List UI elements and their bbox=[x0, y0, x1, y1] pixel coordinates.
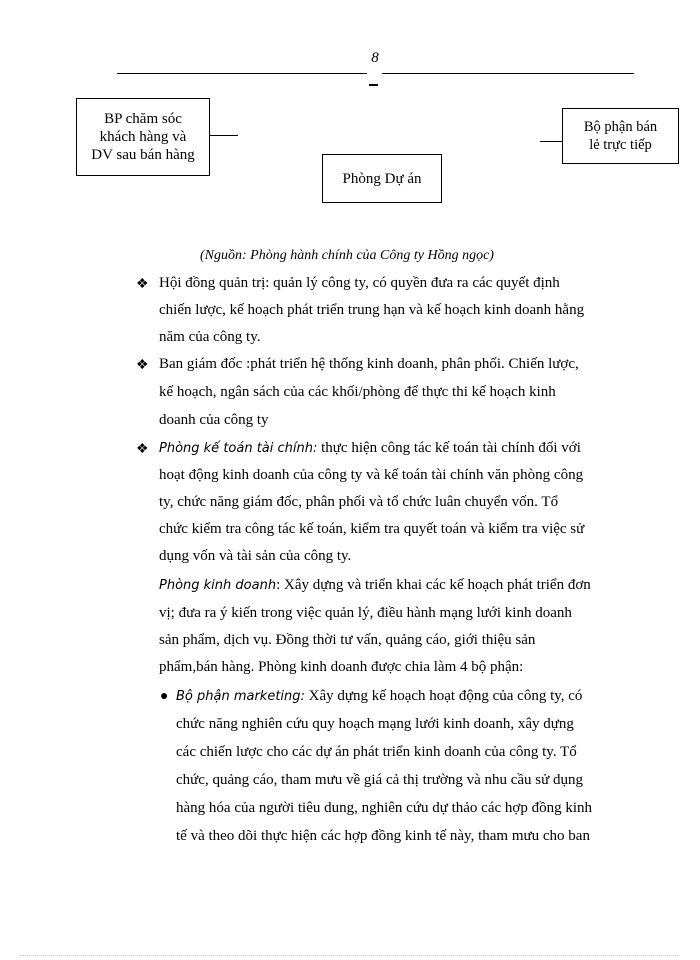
text: quản lý công ty, có quyền đưa ra các quyết định bbox=[269, 275, 560, 291]
paragraph-line: ty, chức năng giám đốc, phân phối và tổ chức luân chuyển vốn. Tổ bbox=[159, 494, 559, 510]
paragraph-line: dụng vốn và tài sản của công ty. bbox=[159, 548, 352, 564]
text: Xây dựng kế hoạch hoạt động của công ty, có bbox=[304, 688, 583, 704]
diamond-bullet-icon: ❖ bbox=[136, 358, 149, 373]
page-bottom-edge bbox=[20, 955, 680, 956]
paragraph-line: chiến lược, kế hoạch phát triển trung hạn và kế hoạch kinh doanh hằng bbox=[159, 302, 585, 318]
paragraph-line: các chiến lược cho các dự án phát triển kinh doanh của công ty. Tổ bbox=[176, 744, 577, 760]
source-caption: (Nguồn: Phòng hành chính của Công ty Hồng ngọc) bbox=[200, 248, 494, 263]
term: Phòng kế toán tài chính: bbox=[159, 441, 318, 456]
project-box bbox=[322, 154, 442, 203]
retail-line: Bộ phận bán bbox=[583, 119, 658, 135]
paragraph-line: chức, quảng cáo, tham mưu về giá cả thị trường và nhu cầu sử dụng bbox=[176, 772, 584, 788]
text: thực hiện công tác kế toán tài chính đối với bbox=[317, 440, 581, 456]
term: Bộ phận marketing: bbox=[176, 689, 305, 704]
page-number-underline bbox=[369, 84, 378, 86]
paragraph-line: sản phẩm, dịch vụ. Đồng thời tư vấn, quảng cáo, giới thiệu sản bbox=[159, 632, 536, 648]
paragraph-line: hoạt động kinh doanh của công ty và kế toán tài chính văn phòng công bbox=[159, 467, 584, 483]
diamond-bullet-icon: ❖ bbox=[136, 277, 149, 292]
paragraph-line: Ban giám đốc :phát triển hệ thống kinh doanh, phân phối. Chiến lược, bbox=[159, 356, 579, 372]
retail-line: lẻ trực tiếp bbox=[589, 137, 652, 153]
paragraph-line: hàng hóa của người tiêu dung, nghiên cứu dự thảo các hợp đồng kinh bbox=[176, 800, 592, 816]
paragraph-line: chức năng nghiên cứu quy hoạch mạng lưới kinh doanh, xây dựng bbox=[176, 716, 574, 732]
paragraph-line bbox=[176, 688, 582, 705]
paragraph-line: năm của công ty. bbox=[159, 329, 261, 345]
project-label: Phòng Dự án bbox=[342, 170, 422, 187]
paragraph-line bbox=[159, 440, 581, 457]
customer-care-line: DV sau bán hàng bbox=[91, 147, 195, 163]
paragraph-line: vị; đưa ra ý kiến trong việc quản lý, điều hành mạng lưới kinh doanh bbox=[159, 605, 572, 621]
page-number: 8 bbox=[371, 50, 379, 66]
customer-care-box bbox=[76, 98, 210, 176]
paragraph-line: tế và theo dõi thực hiện các hợp đồng kinh tế này, tham mưu cho ban bbox=[176, 828, 590, 844]
header-rule-right bbox=[382, 73, 634, 74]
connector-line bbox=[540, 141, 562, 142]
paragraph-line bbox=[159, 275, 560, 292]
term: Phòng kinh doanh bbox=[159, 578, 277, 593]
customer-care-line: BP chăm sóc bbox=[104, 111, 182, 127]
paragraph-line: kế hoạch, ngân sách của các khối/phòng để thực thi kế hoạch kinh bbox=[159, 384, 556, 400]
diamond-bullet-icon: ❖ bbox=[136, 442, 149, 457]
paragraph-line bbox=[159, 577, 591, 594]
connector-line bbox=[210, 135, 238, 136]
paragraph-line: phẩm,bán hàng. Phòng kinh doanh được chia làm 4 bộ phận: bbox=[159, 659, 524, 675]
paragraph-line: doanh của công ty bbox=[159, 412, 269, 428]
header-rule-left bbox=[117, 73, 367, 74]
round-bullet-icon: ● bbox=[160, 689, 169, 704]
text: : Xây dựng và triển khai các kế hoạch phát triển đơn bbox=[276, 577, 591, 593]
retail-box bbox=[562, 108, 679, 164]
paragraph-line: chức kiểm tra công tác kế toán, kiểm tra quyết toán và kiểm tra việc sử bbox=[159, 521, 585, 537]
term: Hội đồng quản trị: bbox=[159, 275, 270, 291]
customer-care-line: khách hàng và bbox=[99, 129, 187, 145]
